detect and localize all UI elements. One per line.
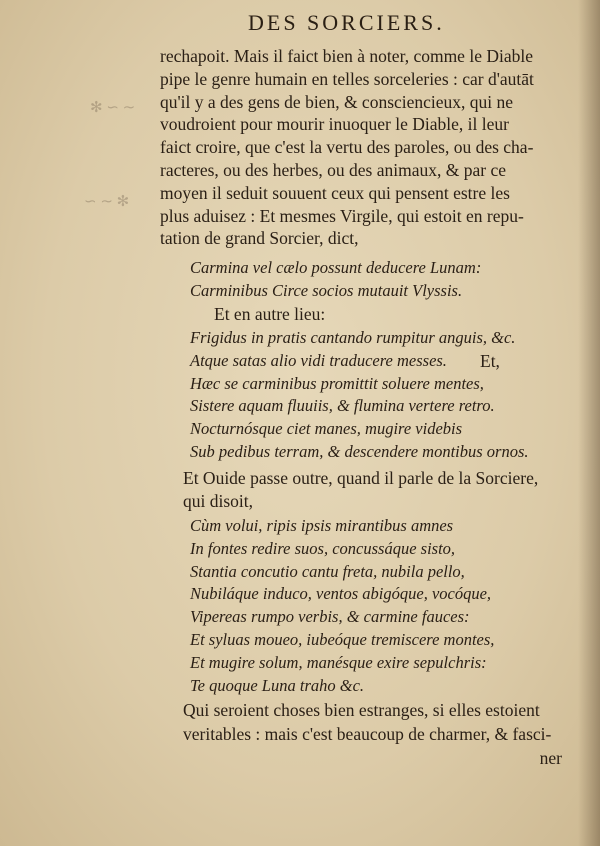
page-gutter-shadow <box>578 0 600 846</box>
verse-2-line: Frigidus in pratis cantando rumpitur anguis, &c. <box>190 328 516 347</box>
prose-1-line: moyen il seduit souuent ceux qui pensent estre les <box>160 182 510 203</box>
verse-1-line: Carminibus Circe socios mutauit Vlyssis. <box>190 280 463 300</box>
inline-connector: Et, <box>480 350 500 371</box>
verse-2-line: Sistere aquam fluuiis, & flumina vertere retro. <box>190 396 495 416</box>
prose-1-line: rechapoit. Mais il faict bien à noter, comme le Diable <box>160 46 533 66</box>
catchword: ner <box>539 748 562 768</box>
prose-2-line: qui disoit, <box>183 490 254 511</box>
prose-1-line: qu'il y a des gens de bien, & consciencieux, qui ne <box>160 91 514 112</box>
verse-2-line: Sub pedibus terram, & descendere montibus ornos. <box>190 442 529 461</box>
prose-2-line: Et Ouide passe outre, quand il parle de la Sorciere, <box>183 468 539 488</box>
bleed-through-mark: ✻ ∽ ∼ <box>90 100 136 116</box>
verse-3-line: Nubiláque induco, ventos abigóque, vocóque, <box>190 584 492 604</box>
verse-2-line: Hæc se carminibus promittit soluere mentes, <box>190 373 484 393</box>
connector-1-line: Et en autre lieu: <box>214 304 326 324</box>
prose-1-line: faict croire, que c'est la vertu des paroles, ou des cha- <box>160 137 534 158</box>
verse-3-line: Et syluas moueo, iubeóque tremiscere montes, <box>190 630 495 649</box>
verse-3-line: Te quoque Luna traho &c. <box>190 675 365 695</box>
prose-1-line: tation de grand Sorcier, dict, <box>160 228 359 249</box>
verse-1-line: Carmina vel cælo possunt deducere Lunam: <box>190 258 482 277</box>
verse-3-line: Cùm volui, ripis ipsis mirantibus amnes <box>190 516 454 535</box>
prose-3-line: veritables : mais c'est beaucoup de charmer, & fasci- <box>183 724 552 744</box>
prose-1-line: voudroient pour mourir inuoquer le Diable, il leur <box>160 114 509 135</box>
prose-1-line: pipe le genre humain en telles sorceleries : car d'autāt <box>160 68 534 89</box>
prose-3-line: Qui seroient choses bien estranges, si elles estoient <box>183 700 540 720</box>
running-head: DES SORCIERS. <box>248 10 445 35</box>
prose-1-line: plus aduisez : Et mesmes Virgile, qui estoit en repu- <box>160 205 524 226</box>
verse-3-line: Et mugire solum, manésque exire sepulchris: <box>190 652 487 672</box>
verse-3-line: Vipereas rumpo verbis, & carmine fauces: <box>190 607 470 627</box>
verse-3-line: Stantia concutio cantu freta, nubila pello, <box>190 561 465 581</box>
verse-2-line: Atque satas alio vidi traducere messes. <box>190 350 447 370</box>
verse-2-line: Nocturnósque ciet manes, mugire videbis <box>190 419 463 439</box>
verse-3-line: In fontes redire suos, concussáque sisto, <box>190 538 456 558</box>
bleed-through-mark: ∽ ∼ ✻ <box>84 194 130 210</box>
prose-1-line: racteres, ou des herbes, ou des animaux, & par ce <box>160 160 506 180</box>
